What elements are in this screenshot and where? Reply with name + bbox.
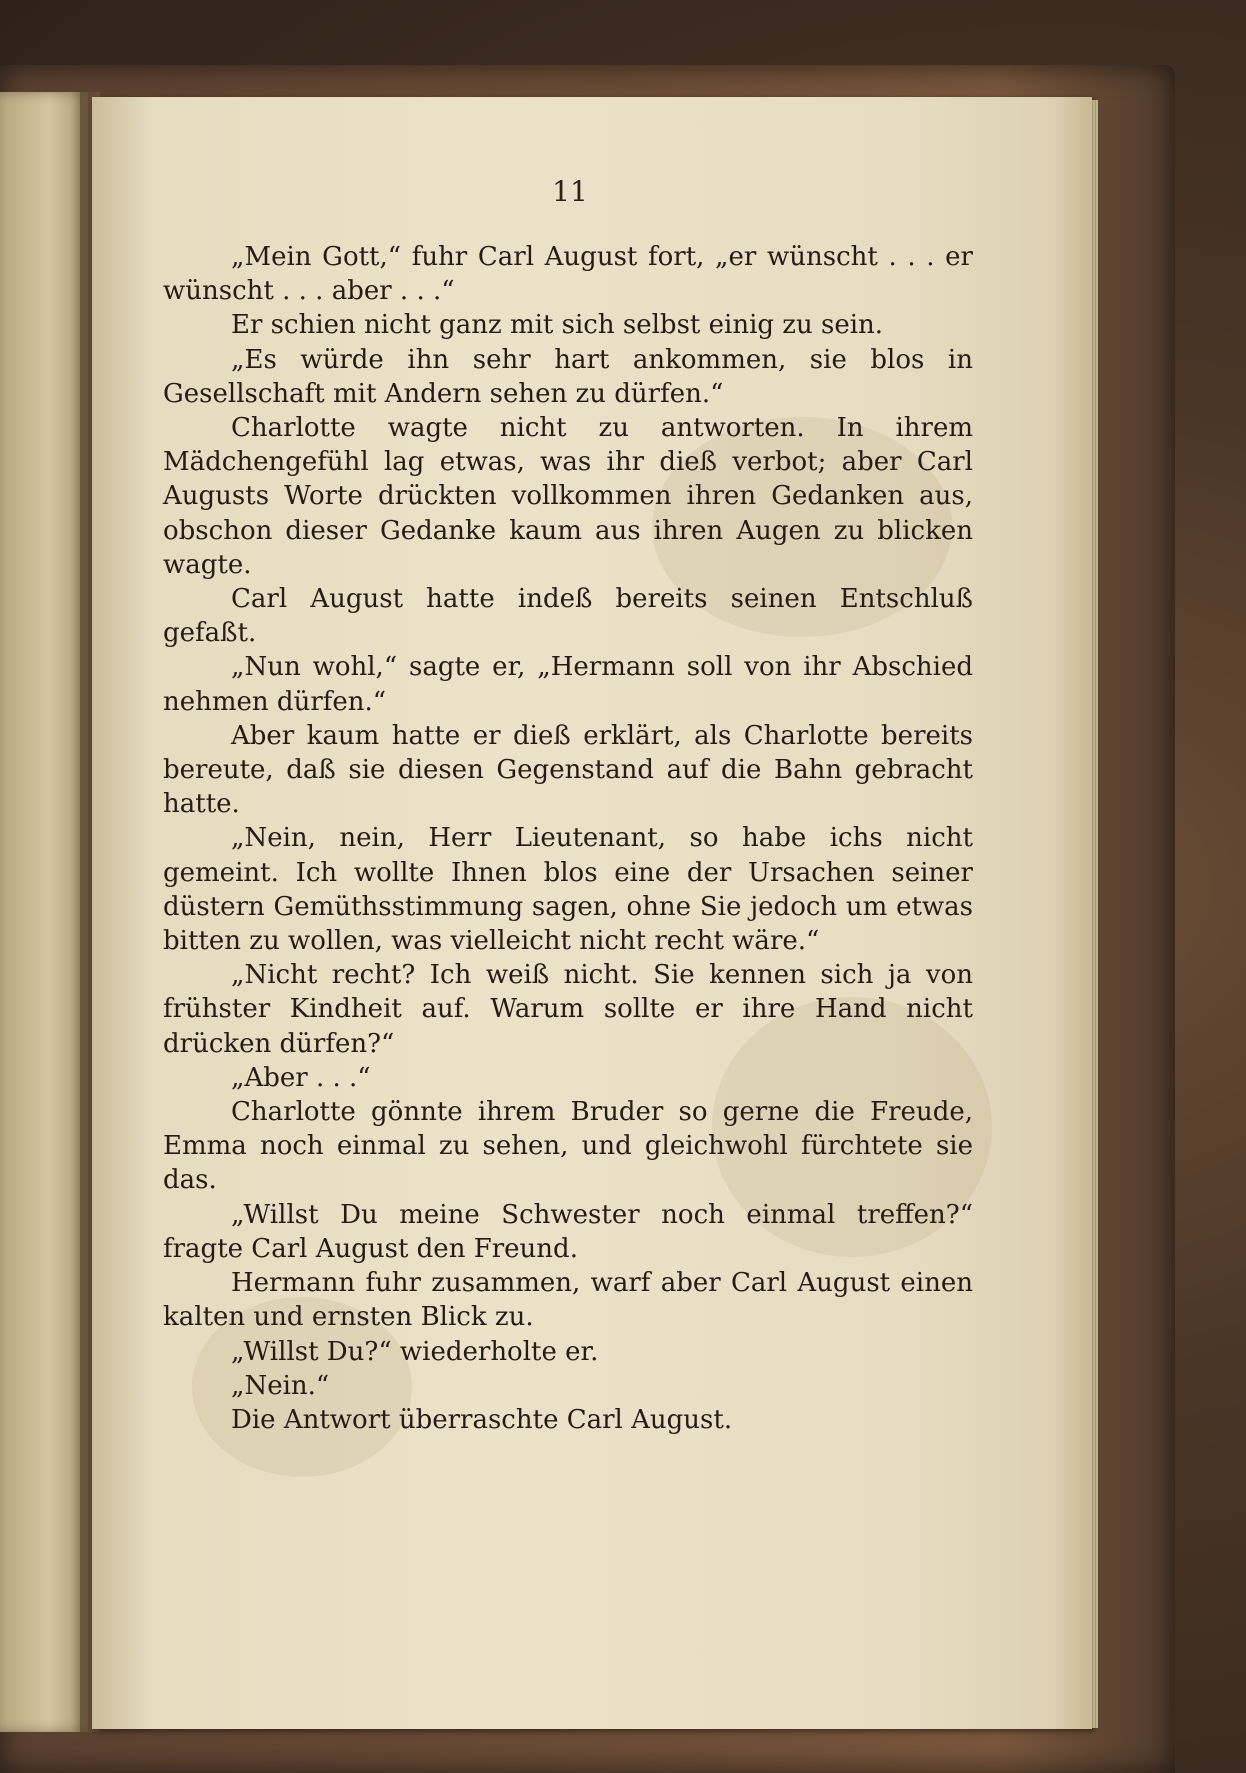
paragraph: „Nein.“ bbox=[231, 1370, 330, 1401]
page-number: 11 bbox=[552, 175, 588, 208]
paragraph: „Willst Du meine Schwester noch einmal treffen?“ fragte Carl August den Freund. bbox=[163, 1199, 973, 1264]
paragraph: „Nun wohl,“ sagte er, „Hermann soll von ihr Abschied nehmen dürfen.“ bbox=[163, 652, 973, 717]
paragraph: Carl August hatte indeß bereits seinen Entschluß gefaßt. bbox=[163, 584, 973, 649]
paragraph: „Nicht recht? Ich weiß nicht. Sie kennen sich ja von frühster Kindheit auf. Warum sollte er ihre Hand nicht drücken dürfen?“ bbox=[163, 960, 973, 1059]
left-page-edge bbox=[0, 92, 88, 1732]
paragraph: „Es würde ihn sehr hart ankommen, sie blos in Gesellschaft mit Andern sehen zu dürfen.“ bbox=[163, 344, 973, 409]
paragraph: „Aber . . .“ bbox=[231, 1062, 371, 1093]
paragraph: Charlotte wagte nicht zu antworten. In ihrem Mädchengefühl lag etwas, was ihr dieß verbot; aber Carl Augusts Worte drückten vollkommen ihren Gedanken aus, obschon dieser Gedanke kaum aus ihren Augen zu blicken wagte. bbox=[163, 413, 973, 580]
page-stack-edge bbox=[1090, 100, 1098, 1728]
paragraph: Hermann fuhr zusammen, warf aber Carl August einen kalten und ernsten Blick zu. bbox=[163, 1268, 973, 1333]
body-text bbox=[163, 240, 973, 1437]
paragraph: Er schien nicht ganz mit sich selbst einig zu sein. bbox=[231, 310, 884, 341]
paragraph: „Nein, nein, Herr Lieutenant, so habe ichs nicht gemeint. Ich wollte Ihnen blos eine der Ursachen seiner düstern Gemüthsstimmung sagen, ohne Sie jedoch um etwas bitten zu wollen, was vielleicht nicht recht wäre.“ bbox=[163, 823, 973, 957]
paragraph: Die Antwort überraschte Carl August. bbox=[231, 1404, 733, 1435]
paragraph: Aber kaum hatte er dieß erklärt, als Charlotte bereits bereute, daß sie diesen Gegenstand auf die Bahn gebracht hatte. bbox=[163, 720, 973, 820]
paragraph: Charlotte gönnte ihrem Bruder so gerne die Freude, Emma noch einmal zu sehen, und gleichwohl fürchtete sie das. bbox=[163, 1097, 973, 1196]
paragraph: „Willst Du?“ wiederholte er. bbox=[231, 1336, 599, 1367]
paragraph: „Mein Gott,“ fuhr Carl August fort, „er wünscht . . . er wünscht . . . aber . . .“ bbox=[163, 242, 973, 307]
